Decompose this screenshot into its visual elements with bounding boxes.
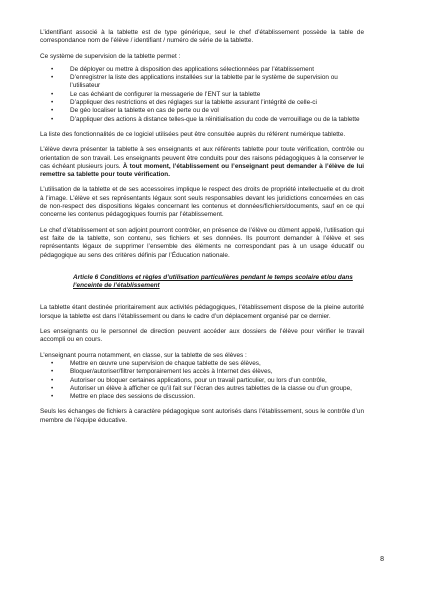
list-item: • Autoriser ou bloquer certaines applications, pour un travail particulier, ou lors d’un contrôle, [40,377,364,385]
enseignant-list [40,360,364,401]
verification-text: L’élève devra présenter la tablette à ses enseignants et aux référents tablette pour toute vérification, contrôle ou orientation de son travail. Les enseignants peuvent être conduits pour des raisons pédagogiques à la conserver le cas échéant plusieurs jours. [40,146,364,170]
list-item: • Bloquer/autoriser/filtrer temporairement les accès à Internet des élèves, [40,368,364,376]
list-item: • De déployer ou mettre à disposition des applications sélectionnées par l’établissement [40,66,364,74]
supervision-intro: Ce système de supervision de la tablette permet : [40,52,181,60]
list-item: • Mettre en œuvre une supervision de chaque tablette de ses élèves, [40,360,364,368]
article-heading [40,274,364,291]
article-number: Article 6 [73,273,100,281]
article-title: Conditions et règles d’utilisation particulières pendant le temps scolaire et/ou dans l’enceinte de l’établissement [73,273,353,290]
paragraph-identifiant: L’identifiant associé à la tablette est de type générique, seul le chef d’établissement possède la table de correspondance nom de l’élève / identifiant / numéro de série de la tablette. [40,29,364,45]
verification-bold-text: À tout moment, l’établissement ou l’enseignant peut demander à l’élève de lui remettre sa tablette pour toute vérification. [40,162,364,179]
enseignant-intro: L’enseignant pourra notamment, en classe, sur la tablette de ses élèves : [40,351,247,359]
supervision-list [40,66,364,124]
paragraph-controle: Le chef d’établissement et son adjoint pourront contrôler, en présence de l’élève ou dûment appelé, l’utilisation qui est faite de la tablette, son contenu, ses fichiers et ses données. Ils pourront demander à l’élève et ses représentants légaux de supprimer l’ensemble des éléments ne correspondant pas à un usage éducatif ou pédagogique au sens des critères définis par l’Éducation nationale. [40,226,364,259]
list-item: • Autoriser un élève à afficher ce qu’il fait sur l’écran des autres tablettes de la classe ou d’un groupe, [40,385,364,393]
list-item: • De géo localiser la tablette en cas de perte ou de vol [40,107,364,115]
list-item: • D’enregistrer la liste des applications installées sur la tablette par le système de supervision ou l’utilisateur [40,74,364,91]
paragraph-fonctionnalites: La liste des fonctionnalités de ce logiciel utilisées peut être consultée auprès du référent numérique tablette. [40,130,346,138]
paragraph-autorite: La tablette étant destinée prioritairement aux activités pédagogiques, l’établissement dispose de la pleine autorité lorsque la tablette est dans l’établissement ou dans le cadre d’un déplacement organisé par ce dernier. [40,304,364,320]
list-item: • D’appliquer des restrictions et des réglages sur la tablette assurant l’intégrité de celle-ci [40,99,364,107]
list-item: • Le cas échéant de configurer la messagerie de l’ENT sur la tablette [40,91,364,99]
list-item: • Mettre en place des sessions de discussion. [40,393,364,401]
list-item: • D’appliquer des actions à distance telles-que la réinitialisation du code de verrouillage ou de la tablette [40,116,364,124]
paragraph-acces-dossiers: Les enseignants ou le personnel de direction peuvent accéder aux dossiers de l’élève pour vérifier le travail accompli ou en cours. [40,328,364,344]
paragraph-propriete: L’utilisation de la tablette et de ses accessoires implique le respect des droits de propriété intellectuelle et du droit à l’image. L’élève et ses représentants légaux sont seuls responsables devant les juridictions concernées en cas de non-respect des dispositions légales concernant les contenus et données/fichiers/documents, sauf en ce qui concerne les contenus pédagogiques fournis par l’établissement. [40,186,364,219]
page-number: 8 [380,556,384,563]
paragraph-verification [40,146,364,179]
paragraph-echanges: Seuls les échanges de fichiers à caractère pédagogique sont autorisés dans l’établissement, sous le contrôle d’un membre de l’équipe éducative. [40,408,364,424]
